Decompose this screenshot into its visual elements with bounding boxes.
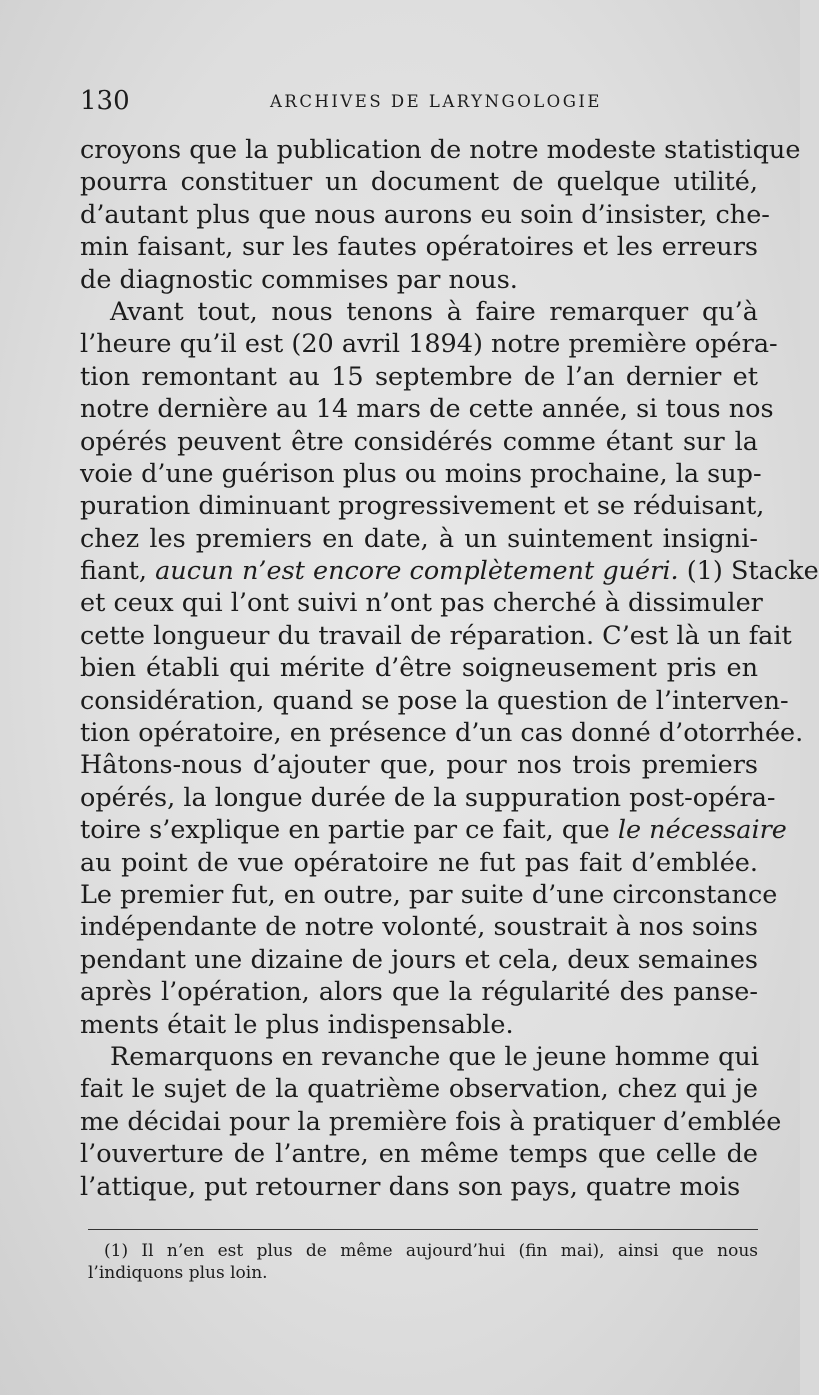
footnote-line: (1) Il n’en est plus de même aujourd’hui (fin mai), ainsi que nous (104, 1241, 758, 1261)
text-line: tion remontant au 15 septembre de l’an dernier et (80, 361, 758, 392)
text-run: toire s’explique en partie par ce fait, que (80, 815, 618, 846)
text-line: Le premier fut, en outre, par suite d’une circonstance (80, 879, 778, 910)
footnote (88, 1240, 758, 1284)
page-header (80, 80, 760, 120)
text-line: fait le sujet de la quatrième observation, chez qui je (80, 1074, 758, 1105)
text-line: indépendante de notre volonté, soustrait à nos soins (80, 912, 758, 943)
text-line: cette longueur du travail de réparation. C’est là un fait (80, 620, 792, 651)
text-line: Remarquons en revanche que le jeune homme qui (110, 1041, 759, 1072)
text-line: opérés peuvent être considérés comme étant sur la (80, 426, 758, 457)
text-line: l’heure qu’il est (20 avril 1894) notre première opéra- (80, 329, 778, 360)
text-line: puration diminuant progressivement et se réduisant, (80, 491, 765, 522)
text-line: au point de vue opératoire ne fut pas fait d’emblée. (80, 847, 758, 878)
text-line: et ceux qui l’ont suivi n’ont pas cherché à dissimuler (80, 588, 763, 619)
text-line (80, 814, 787, 846)
text-line: pendant une dizaine de jours et cela, deux semaines (80, 944, 758, 975)
text-line: pourra constituer un document de quelque utilité, (80, 167, 758, 198)
running-title: ARCHIVES DE LARYNGOLOGIE (270, 92, 602, 111)
footnote-separator (88, 1229, 758, 1230)
italic-emphasis: aucun n’est encore complètement guéri. (155, 556, 679, 587)
text-line: Hâtons-nous d’ajouter que, pour nos trois premiers (80, 750, 758, 781)
italic-emphasis: le nécessaire (617, 815, 787, 846)
text-line: ments était le plus indispensable. (80, 1009, 514, 1040)
text-line (80, 555, 819, 587)
text-line: opérés, la longue durée de la suppuration post-opéra- (80, 782, 776, 813)
text-line: d’autant plus que nous aurons eu soin d’insister, che- (80, 199, 770, 230)
text-line: après l’opération, alors que la régularité des panse- (80, 977, 758, 1008)
text-run: (1) Stacke (678, 556, 819, 587)
text-run: fiant, (80, 556, 156, 587)
text-line: notre dernière au 14 mars de cette année, si tous nos (80, 394, 774, 425)
footnote-line: l’indiquons plus loin. (88, 1263, 268, 1283)
text-line: Avant tout, nous tenons à faire remarquer qu’à (110, 296, 758, 327)
text-line: croyons que la publication de notre modeste statistique (80, 135, 801, 165)
page-number: 130 (80, 86, 130, 116)
text-line: l’attique, put retourner dans son pays, quatre mois (80, 1171, 741, 1202)
body-text (80, 134, 819, 1203)
text-line: chez les premiers en date, à un suintement insigni- (80, 523, 758, 554)
text-line: considération, quand se pose la question de l’interven- (80, 685, 789, 716)
text-line: tion opératoire, en présence d’un cas donné d’otorrhée. (80, 718, 804, 749)
text-line: me décidai pour la première fois à pratiquer d’emblée (80, 1106, 782, 1137)
text-line: voie d’une guérison plus ou moins prochaine, la sup- (80, 458, 762, 489)
text-line: bien établi qui mérite d’être soigneusement pris en (80, 653, 758, 684)
text-line: l’ouverture de l’antre, en même temps que celle de (80, 1139, 758, 1170)
text-line: min faisant, sur les fautes opératoires et les erreurs (80, 232, 758, 263)
text-line: de diagnostic commises par nous. (80, 264, 518, 295)
